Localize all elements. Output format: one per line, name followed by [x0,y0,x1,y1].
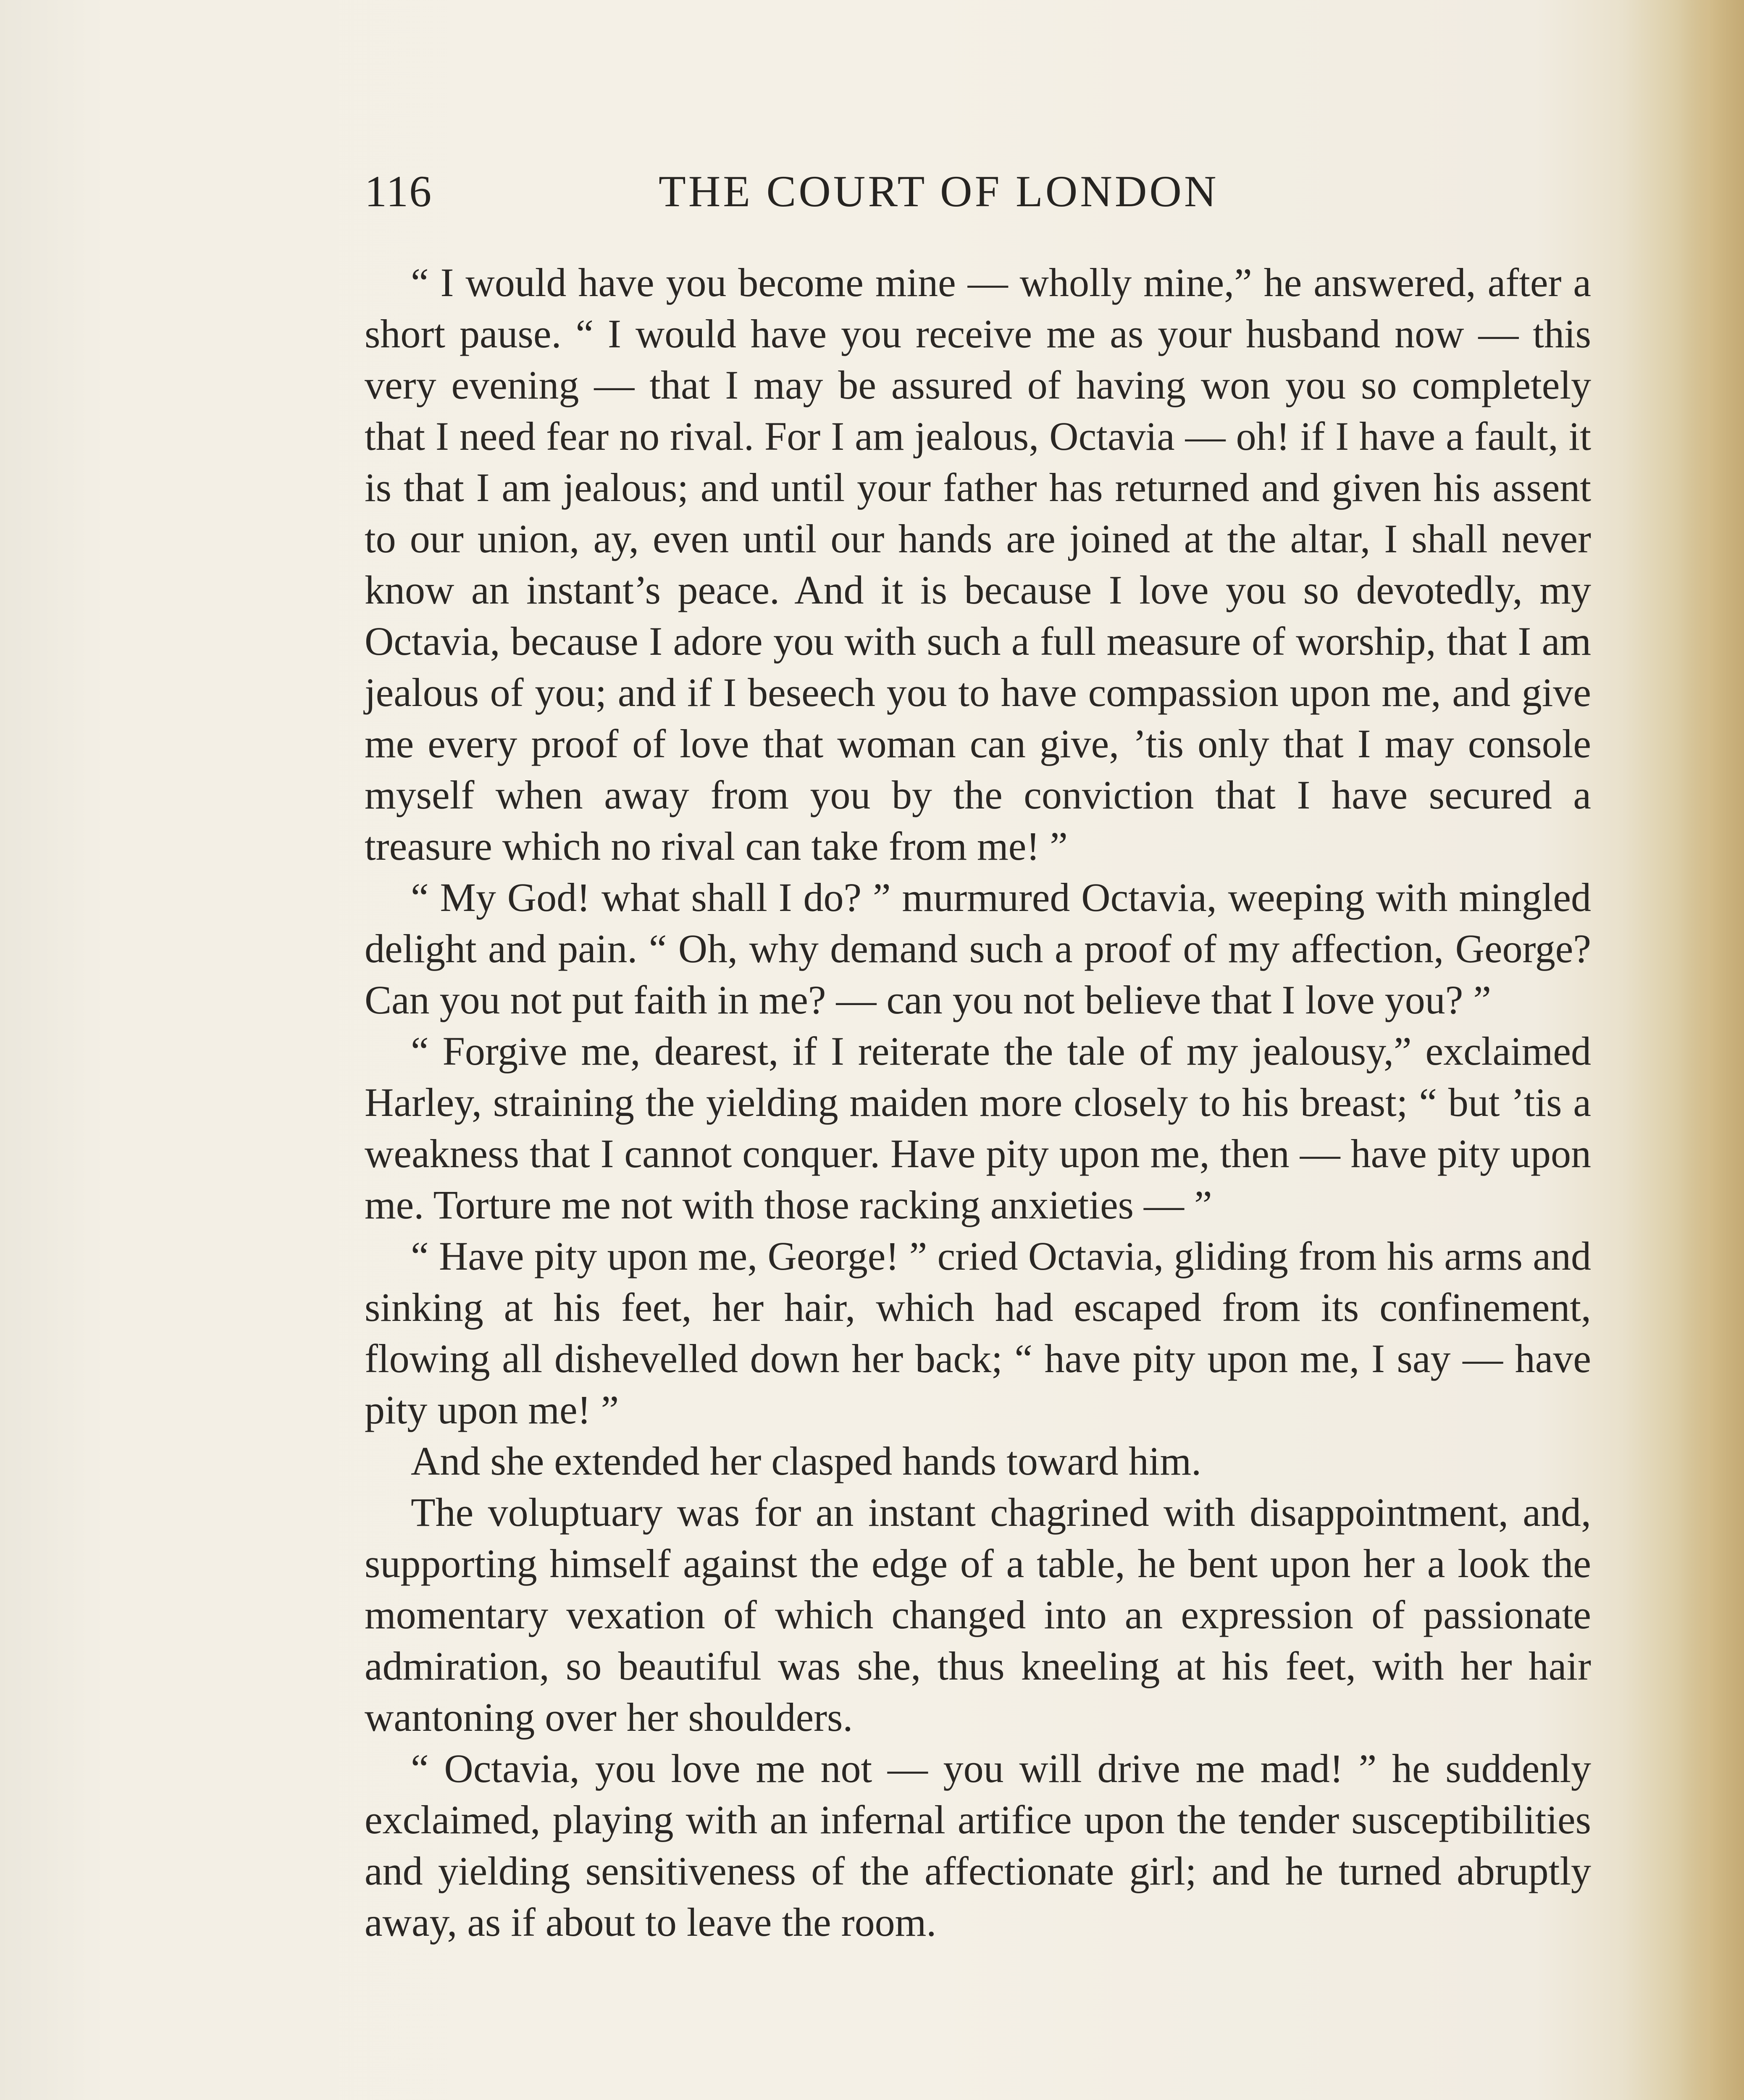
paragraph: The voluptuary was for an instant chagrined with disappointment, and, supporting himself against the edge of a table, he bent upon her a look the momentary vexation of which changed into an expression of passionate admiration, so beautiful was she, thus kneeling at his feet, with her hair wantoning over her shoulders. [365,1490,1591,1740]
paragraph: “ My God! what shall I do? ” murmured Octavia, weeping with mingled delight and pain. “ Oh, why demand such a proof of my affection, George? Can you not put faith in me? — can you not believe that I love you? ” [365,875,1591,1022]
paragraph: “ I would have you become mine — wholly mine,” he answered, after a short pause. “ I would have you receive me as your husband now — this very evening — that I may be assured of having won you so completely that I need fear no rival. For I am jealous, Octavia — oh! if I have a fault, it is that I am jealous; and until your father has returned and given his assent to our union, ay, even until our hands are joined at the altar, I shall never know an instant’s peace. And it is because I love you so devotedly, my Octavia, because I adore you with such a full measure of worship, that I am jealous of you; and if I beseech you to have compassion upon me, and give me every proof of love that woman can give, ’tis only that I may console myself when away from you by the conviction that I have secured a treasure which no rival can take from me! ” [365,260,1591,869]
body-text [365,257,1591,1948]
paragraph: “ Octavia, you love me not — you will drive me mad! ” he suddenly exclaimed, playing with an infernal artifice upon the tender susceptibilities and yielding sensitiveness of the affectionate girl; and he turned abruptly away, as if about to leave the room. [365,1746,1591,1945]
running-header [365,166,1300,229]
paragraph: “ Forgive me, dearest, if I reiterate the tale of my jealousy,” exclaimed Harley, straining the yielding maiden more closely to his breast; “ but ’tis a weakness that I cannot conquer. Have pity upon me, then — have pity upon me. Torture me not with those racking anxieties — ” [365,1029,1591,1227]
paragraph: “ Have pity upon me, George! ” cried Octavia, gliding from his arms and sinking at his feet, her hair, which had escaped from its confinement, flowing all dishevelled down her back; “ have pity upon me, I say — have pity upon me! ” [365,1234,1591,1432]
page-number: 116 [365,167,433,216]
running-title: THE COURT OF LONDON [659,167,1219,216]
paragraph: And she extended her clasped hands toward him. [411,1438,1202,1483]
page-edge-shadow [1681,0,1744,2100]
